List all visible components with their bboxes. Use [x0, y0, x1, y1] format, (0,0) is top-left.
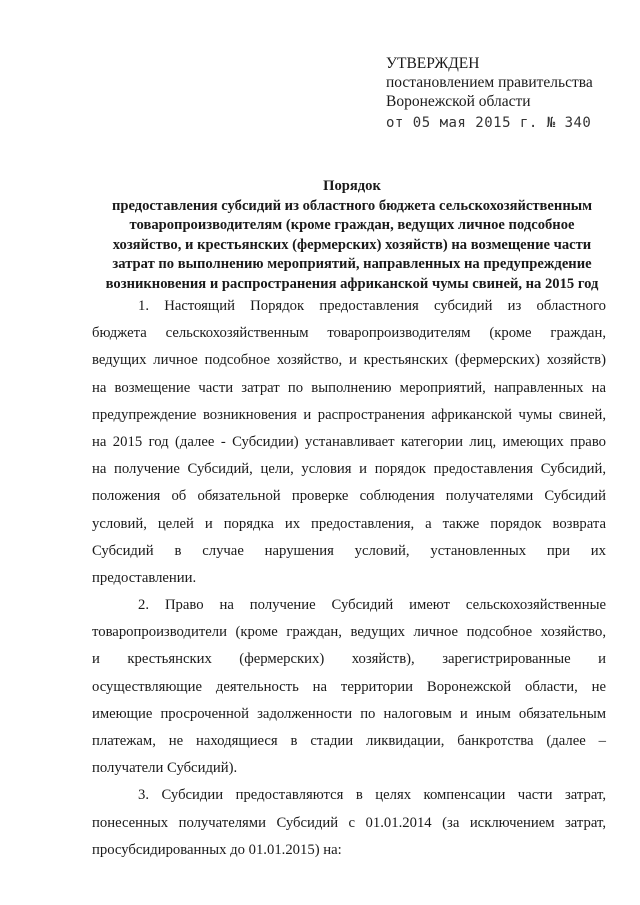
approval-line-1: постановлением правительства [386, 74, 593, 91]
para-2-line: получатели Субсидий). [92, 760, 238, 777]
title-line-4: затрат по выполнению мероприятий, направленных на предупреждение [112, 256, 592, 272]
para-3-line: просубсидированных до 01.01.2015) на: [92, 841, 342, 858]
para-3-line: понесенных получателями Субсидий с 01.01.2014 (за исключением затрат, [92, 814, 606, 831]
para-1-line: ведущих личное подсобное хозяйство, и крестьянских (фермерских) хозяйств) [92, 352, 606, 369]
para-1-line: 1. Настоящий Порядок предоставления субсидий из областного [138, 298, 606, 314]
document-title [92, 177, 612, 294]
para-2-line: 2. Право на получение Субсидий имеют сельскохозяйственные [138, 597, 606, 614]
para-2-line: имеющие просроченной задолженности по налоговым и иным обязательным [92, 705, 606, 722]
para-1-line: на возмещение части затрат по выполнению мероприятий, направленных на [92, 379, 606, 396]
para-3-line: 3. Субсидии предоставляются в целях компенсации части затрат, [138, 787, 606, 804]
title-line-0: Порядок [323, 178, 381, 194]
title-line-1: предоставления субсидий из областного бюджета сельскохозяйственным [111, 197, 593, 214]
title-line-2: товаропроизводителям (кроме граждан, ведущих личное подсобное [129, 217, 575, 233]
para-1-line: Субсидий в случае нарушения условий, установленных при их [92, 542, 606, 559]
para-2-line: товаропроизводители (кроме граждан, ведущих личное подсобное хозяйство, [92, 624, 606, 641]
para-1-line: предупреждение возникновения и распространения африканской чумы свиней, [92, 406, 606, 423]
approval-block [386, 54, 626, 133]
title-line-5: возникновения и распространения африканской чумы свиней, на 2015 год [105, 275, 599, 292]
approval-date-stamp: от 05 мая 2015 г. № 340 [386, 115, 592, 131]
para-1-line: положения об обязательной проверке соблюдения получателями Субсидий [92, 488, 606, 505]
para-1-line: бюджета сельскохозяйственным товаропроизводителям (кроме граждан, [92, 325, 606, 342]
para-1-line: на получение Субсидий, цели, условия и порядок предоставления Субсидий, [92, 461, 606, 478]
title-line-3: хозяйство, и крестьянских (фермерских) хозяйств) на возмещение части [112, 236, 592, 253]
approval-line-2: Воронежской области [386, 93, 531, 110]
para-1-line: условий, целей и порядка их предоставления, а также порядок возврата [92, 515, 606, 532]
para-2-line: платежам, не находящиеся в стадии ликвидации, банкротства (далее – [92, 733, 606, 749]
approval-heading: УТВЕРЖДЕН [386, 55, 480, 72]
para-1-line: предоставлении. [92, 569, 197, 586]
document-body [92, 293, 606, 864]
para-1-line: на 2015 год (далее - Субсидии) устанавливает категории лиц, имеющих право [92, 433, 606, 450]
para-2-line: осуществляющие деятельность на территории Воронежской области, не [92, 678, 606, 695]
para-2-line: и крестьянских (фермерских) хозяйств), зарегистрированные и [92, 651, 606, 668]
